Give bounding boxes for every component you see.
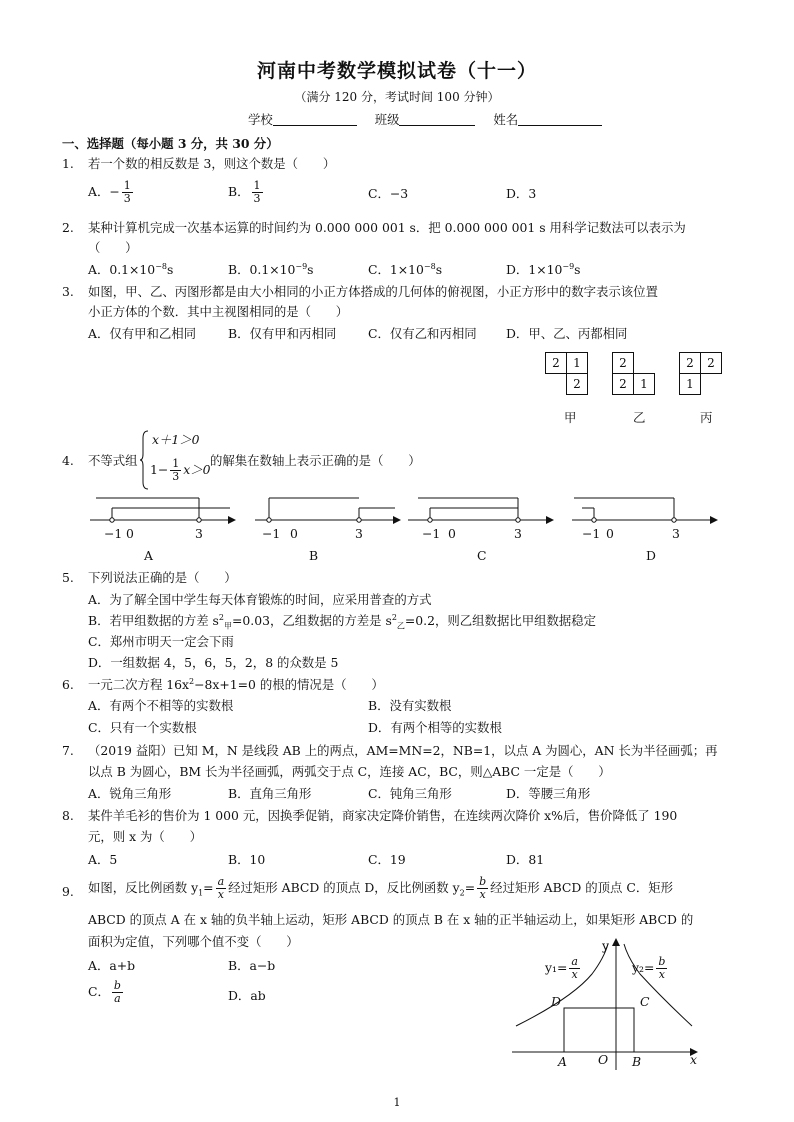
option-text: B．0.1×10 <box>228 262 296 278</box>
option-b[interactable]: B．仅有甲和丙相同 <box>228 326 337 341</box>
class-blank[interactable] <box>399 113 475 126</box>
school-label: 学校 <box>248 112 273 127</box>
option-b[interactable] <box>228 180 265 205</box>
question-number: 8. <box>62 808 74 823</box>
option-d[interactable]: D．等腰三角形 <box>506 786 591 801</box>
question-text: 若一个数的相反数是 3，则这个数是（ ） <box>88 156 336 171</box>
equals-sign: = <box>464 880 476 896</box>
tick-label: −1 <box>262 526 281 541</box>
subscript: 2 <box>459 888 465 898</box>
option-text: C．1×10 <box>368 262 424 278</box>
option-a[interactable] <box>88 262 173 278</box>
page-title: 河南中考数学模拟试卷（十一） <box>256 60 537 82</box>
numerator: 1 <box>172 457 180 470</box>
tick-label: 3 <box>195 526 203 541</box>
option-d[interactable]: D．一组数据 4，5，6，5，2，8 的众数是 5 <box>88 655 339 670</box>
fraction <box>569 956 580 981</box>
option-text: =0.2，则乙组数据比甲组数据稳定 <box>404 613 597 629</box>
option-label: C． <box>88 984 110 1000</box>
question-text-part: 经过矩形 ABCD 的顶点 D，反比例函数 y <box>228 880 460 896</box>
denominator: 3 <box>253 192 261 206</box>
option-d[interactable]: D．3 <box>506 186 537 201</box>
question-number: 5. <box>62 570 74 585</box>
numerator: a <box>217 875 225 888</box>
function-name: y₂= <box>632 960 655 976</box>
numerator: b <box>113 979 121 992</box>
y1-label <box>545 956 582 981</box>
grid-cell: 2 <box>566 373 588 395</box>
class-label: 班级 <box>374 112 400 127</box>
subscript: 乙 <box>396 621 405 631</box>
option-d[interactable] <box>506 262 581 278</box>
question-text-line1: （2019 益阳）已知 M，N 是线段 AB 上的两点，AM=MN=2，NB=1，以点 A 为圆心，AN 长为半径画弧；再 <box>88 743 718 758</box>
question-text-line2: ABCD 的顶点 A 在 x 轴的负半轴上运动，矩形 ABCD 的顶点 B 在 x 轴的正半轴运动上，如果矩形 ABCD 的 <box>88 912 694 927</box>
option-d[interactable]: D．81 <box>506 852 545 867</box>
question-text-part: 如图，反比例函数 y <box>88 880 199 896</box>
fraction <box>656 956 667 981</box>
option-d[interactable]: D．甲、乙、丙都相同 <box>506 326 628 341</box>
question-text-line3: 面积为定值，下列哪个值不变（ ） <box>88 934 299 949</box>
question-text-prefix: 不等式组 <box>88 453 138 468</box>
option-b[interactable]: B．没有实数根 <box>368 698 452 713</box>
superscript: 2 <box>218 613 225 622</box>
question-text-line2: 元，则 x 为（ ） <box>88 829 202 844</box>
option-c[interactable]: C．钝角三角形 <box>368 786 452 801</box>
option-d[interactable]: D．有两个相等的实数根 <box>368 720 502 735</box>
option-b[interactable]: B．直角三角形 <box>228 786 312 801</box>
denominator: x <box>571 968 578 982</box>
question-number: 6. <box>62 677 74 692</box>
option-a[interactable]: A．5 <box>88 852 118 867</box>
question-number: 7. <box>62 743 74 758</box>
fraction <box>477 876 488 901</box>
question-text-part: 经过矩形 ABCD 的顶点 C．矩形 <box>490 880 674 896</box>
option-c[interactable]: C．仅有乙和丙相同 <box>368 326 477 341</box>
question-text-line1 <box>88 876 673 901</box>
option-b[interactable]: B．10 <box>228 852 266 867</box>
option-label: B． <box>228 184 250 200</box>
numerator: 1 <box>253 179 261 192</box>
school-blank[interactable] <box>273 113 357 126</box>
tick-label: −1 <box>582 526 601 541</box>
question-number: 9. <box>62 884 74 899</box>
page-number: 1 <box>393 1096 401 1109</box>
grid-cell: 2 <box>612 373 634 395</box>
option-c[interactable]: C．19 <box>368 852 406 867</box>
option-a[interactable]: A．为了解全国中学生每天体育锻炼的时间，应采用普查的方式 <box>88 592 432 607</box>
question-text: 下列说法正确的是（ ） <box>88 570 237 585</box>
exponent: −9 <box>562 262 575 271</box>
superscript: 2 <box>189 677 195 686</box>
option-label: B <box>309 548 319 563</box>
option-label: C <box>477 548 487 563</box>
question-number: 1. <box>62 156 74 171</box>
grid-cell: 2 <box>612 352 634 374</box>
question-number: 2. <box>62 220 74 235</box>
minus-sign: − <box>109 184 120 200</box>
subscript: 甲 <box>224 621 233 631</box>
function-name: y₁= <box>545 960 568 976</box>
tick-label: 3 <box>355 526 363 541</box>
origin-label: O <box>598 1052 609 1067</box>
option-c[interactable]: C．−3 <box>368 186 409 201</box>
unit: s <box>574 262 581 278</box>
exam-subtitle: （满分 120 分，考试时间 100 分钟） <box>294 90 500 104</box>
grid-cell: 1 <box>633 373 655 395</box>
tick-label: 3 <box>672 526 680 541</box>
fraction <box>170 458 181 483</box>
inequality-2 <box>150 458 211 483</box>
tick-label: 0 <box>126 526 134 541</box>
option-b[interactable] <box>228 262 314 278</box>
numerator: a <box>571 955 578 968</box>
option-d[interactable]: D．ab <box>228 988 266 1003</box>
fraction <box>216 876 227 901</box>
option-c[interactable]: C．郑州市明天一定会下雨 <box>88 634 234 649</box>
question-text-line2: （ ） <box>88 240 138 255</box>
figure-caption: 丙 <box>700 410 713 425</box>
grid-cell: 1 <box>679 373 701 395</box>
exponent: −8 <box>423 262 436 271</box>
tick-label: 0 <box>606 526 614 541</box>
exponent: −9 <box>295 262 308 271</box>
inequality-1: x＋1＞0 <box>152 432 200 447</box>
option-text: B．若甲组数据的方差 s <box>88 613 219 629</box>
option-b[interactable] <box>88 613 596 632</box>
option-c[interactable] <box>368 262 442 278</box>
option-text: D．1×10 <box>506 262 563 278</box>
option-b[interactable]: B．a−b <box>228 958 276 973</box>
tick-label: 0 <box>290 526 298 541</box>
exponent: −8 <box>155 262 167 271</box>
denominator: a <box>114 992 121 1006</box>
grid-cell: 2 <box>679 352 701 374</box>
numerator: b <box>479 875 487 888</box>
question-text <box>88 677 384 693</box>
question-text-line1: 如图，甲、乙、丙图形都是由大小相同的小正方体搭成的几何体的俯视图，小正方形中的数字表示该位置 <box>88 284 658 299</box>
grid-cell: 2 <box>545 352 567 374</box>
option-label: D <box>646 548 656 563</box>
option-c[interactable]: C．只有一个实数根 <box>88 720 197 735</box>
ineq-part: 1− <box>150 462 169 478</box>
figure-caption: 甲 <box>564 410 577 425</box>
tick-label: −1 <box>422 526 441 541</box>
fraction <box>112 980 123 1005</box>
brace-icon <box>140 430 150 490</box>
ineq-part: x＞0 <box>183 462 211 478</box>
unit: s <box>307 262 314 278</box>
option-a[interactable]: A．有两个不相等的实数根 <box>88 698 234 713</box>
numerator: 1 <box>123 179 131 192</box>
grid-cell: 2 <box>700 352 722 374</box>
question-text-line1: 某件羊毛衫的售价为 1 000 元，因换季促销，商家决定降价销售，在连续两次降价 x%后，售价降低了 190 <box>88 808 678 823</box>
option-text: A．0.1×10 <box>88 262 156 278</box>
denominator: 3 <box>123 192 131 206</box>
point-c-label: C <box>640 994 650 1009</box>
option-c[interactable] <box>88 980 125 1005</box>
graph-drawing <box>512 938 712 1078</box>
option-a[interactable]: A．仅有甲和乙相同 <box>88 326 197 341</box>
option-a[interactable]: A．a+b <box>88 958 136 973</box>
grid-cell: 1 <box>566 352 588 374</box>
question-text-line2: 以点 B 为圆心，BM 长为半径画弧，两弧交于点 C，连接 AC，BC，则△ABC 一定是（ ） <box>88 764 611 779</box>
point-b-label: B <box>632 1054 642 1069</box>
unit: s <box>435 262 443 278</box>
denominator: 3 <box>172 470 180 484</box>
fraction <box>252 180 263 205</box>
axis-x-label: x <box>690 1052 697 1067</box>
point-d-label: D <box>551 994 561 1009</box>
axis-y-label: y <box>602 938 609 953</box>
unit: s <box>167 262 174 278</box>
question-text-suffix: 的解集在数轴上表示正确的是（ ） <box>210 453 421 468</box>
question-number: 3. <box>62 284 74 299</box>
tick-label: 0 <box>448 526 456 541</box>
option-label: A <box>144 548 153 563</box>
tick-label: −1 <box>104 526 123 541</box>
denominator: x <box>217 888 224 902</box>
name-blank[interactable] <box>518 113 602 126</box>
figure-caption: 乙 <box>633 410 646 425</box>
y2-label <box>632 956 669 981</box>
name-label: 姓名 <box>493 112 519 127</box>
superscript: 2 <box>391 613 397 622</box>
tick-label: 3 <box>514 526 522 541</box>
fraction <box>122 180 133 205</box>
equals-sign: = <box>203 880 214 896</box>
question-text-line1: 某种计算机完成一次基本运算的时间约为 0.000 000 001 s．把 0.000 000 001 s 用科学记数法可以表示为 <box>88 220 686 235</box>
student-info-line <box>248 112 602 128</box>
question-text-part: 一元二次方程 16x <box>88 677 190 693</box>
section-title: 一、选择题（每小题 3 分，共 30 分） <box>62 136 279 151</box>
subscript: 1 <box>198 888 204 898</box>
point-a-label: A <box>558 1054 567 1069</box>
denominator: x <box>658 968 665 982</box>
option-text: =0.03，乙组数据的方差是 s <box>232 613 392 629</box>
option-a[interactable] <box>88 180 135 205</box>
option-label: A． <box>88 184 110 200</box>
numerator: b <box>658 955 666 968</box>
question-text-line2: 小正方体的个数．其中主视图相同的是（ ） <box>88 304 349 319</box>
denominator: x <box>479 888 486 902</box>
option-a[interactable]: A．锐角三角形 <box>88 786 172 801</box>
question-number: 4. <box>62 453 74 468</box>
question-text-part: −8x+1=0 的根的情况是（ ） <box>194 677 384 693</box>
